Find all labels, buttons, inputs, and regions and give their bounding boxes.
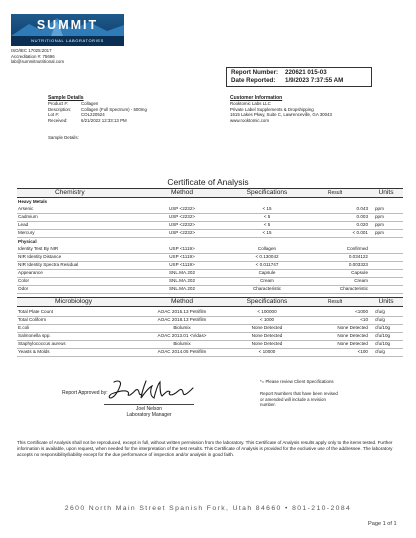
cell-result: Confirmed [346, 246, 368, 251]
sample-field-value: COL220524 [81, 112, 105, 118]
group-physical: Physical [18, 239, 37, 244]
report-number: 220621 015-03 [285, 69, 327, 76]
customer-address: 1615 Lakes Pkwy, Suite C, Lawrenceville, GA 30043 [230, 112, 332, 118]
approved-by-label: Report Approved by: [62, 390, 108, 396]
approver-title: Laboratory Manager [126, 412, 172, 418]
cell-result: < 0.001 [352, 230, 368, 235]
cell-spec: < 100000 [257, 309, 277, 314]
customer-info [230, 101, 405, 123]
cell-result: 0.034122 [348, 254, 368, 259]
cell-result: 0.020 [356, 222, 368, 227]
iso-standard: ISO/IEC 17025:2017 [11, 48, 52, 53]
cell-method: Biolumix [173, 341, 191, 346]
cell-analyte: Lead [18, 222, 29, 227]
cell-method: SNL.MA.202 [168, 286, 196, 291]
cell-result: None Detected [337, 341, 368, 346]
revision-note: Report Numbers that have been revised or amended will include a revision number. [260, 391, 338, 408]
cell-analyte: Mercury [18, 230, 35, 235]
cell-result: 0.003323 [348, 262, 368, 267]
cell-analyte: Total Plate Count [18, 309, 53, 314]
cell-method: AOAC 2013.01 <Vidas> [157, 333, 207, 338]
disclaimer-text: This Certificate of Analysis shall not be reproduced, except in full, without written permission from the laboratory. This Certificate of Analysis results apply only to the items tested. Further information is available, upon request, when needed for the interpretation of the test results. This Certificate of Analysis is provided for the exclusive use of the addressee. The laboratory accepts no responsibility/liability except for the due performance of inspection and/or analysis in good faith. [17, 440, 393, 457]
cell-spec: Capsule [258, 270, 276, 275]
customer-tagline: Private Label Supplements & Dropshipping [230, 106, 314, 112]
lab-email[interactable]: lab@summitnutritional.com [11, 59, 65, 65]
sample-details-label: Sample Details: [48, 135, 79, 140]
col-header-method: Method [171, 189, 193, 196]
cell-unit: cfu/g [375, 309, 385, 314]
cell-method: USP <2232> [168, 214, 196, 219]
table-row [17, 348, 403, 357]
col-header-specifications: Specifications [246, 189, 288, 196]
customer-name: Rooktomic Labs LLC [230, 101, 271, 106]
cell-result: <10 [360, 317, 368, 322]
cell-spec: Cream [260, 278, 274, 283]
sample-field-label: Lot #: [48, 112, 59, 118]
cell-spec: < 0.130042 [255, 254, 279, 259]
logo-subtitle: NUTRITIONAL LABORATORIES [11, 36, 124, 46]
cell-result: None Detected [337, 325, 368, 330]
signature-image [108, 378, 194, 404]
cell-analyte: Odor [18, 286, 29, 291]
cell-analyte: Cadmium [18, 214, 38, 219]
date-reported-label: Date Reported: [231, 77, 276, 84]
cell-analyte: NIR Identity Distance [18, 254, 62, 259]
report-info-box [226, 67, 372, 87]
cell-method: AOAC 2018.13 Petrifilm [157, 317, 207, 322]
logo-wordmark: SUMMIT [36, 18, 99, 32]
accreditation-number: Accreditation #: 75696 [11, 53, 55, 59]
client-spec-note: *= Please review Client Specifications [260, 379, 334, 384]
cell-method: USP <2232> [168, 206, 196, 211]
cell-method: SNL.MA.202 [168, 270, 196, 275]
cell-unit: cfu/10g [375, 341, 391, 346]
sample-field-value: 6/21/2022 12:33:13 PM [81, 117, 127, 123]
cell-unit: cfu/g [375, 349, 385, 354]
cell-unit: ppm [375, 222, 384, 227]
summit-logo [11, 14, 124, 46]
cell-analyte: Salmonella spp. [18, 333, 51, 338]
cell-spec: < 15 [262, 230, 272, 235]
col-header-specifications: Specifications [246, 298, 288, 305]
col-header-result: Result [327, 190, 343, 196]
cell-analyte: E.coli [18, 325, 30, 330]
sample-field-label: Description: [48, 106, 72, 112]
sample-details-heading: Sample Details [48, 95, 84, 101]
cell-spec: None Detected [251, 333, 283, 338]
cell-analyte: Total Coliform [18, 317, 47, 322]
cell-result: 0.043 [356, 206, 368, 211]
cell-result: Characteristic [339, 286, 368, 291]
sample-field-row [48, 118, 218, 124]
chemistry-header-row [17, 188, 403, 198]
table-row [17, 229, 403, 238]
footer-address: 2600 North Main Street Spanish Fork, Utah 84660 • 801-210-2084 [64, 505, 352, 512]
approver-name: Joel Nelson [135, 406, 163, 412]
cell-method: USP <1119> [169, 262, 195, 267]
sample-field-value: Collagen (Full Spectrum) - 500mg [81, 106, 147, 112]
col-header-units: Units [378, 189, 394, 196]
cell-spec: Characteristic [252, 286, 282, 291]
cell-unit: ppm [375, 230, 384, 235]
cell-spec: < 5 [263, 222, 271, 227]
cell-method: AOAC 2014.05 Petrifilm [157, 349, 207, 354]
cell-spec: None Detected [251, 341, 283, 346]
cell-method: USP <1119> [169, 254, 195, 259]
cell-result: 0.003 [356, 214, 368, 219]
coa-title: Certificate of Analysis [167, 177, 249, 187]
sample-fields [48, 101, 218, 123]
sample-field-value: Collagen [81, 101, 99, 106]
cell-spec: < 15 [262, 206, 272, 211]
cell-method: USP <1119> [169, 246, 195, 251]
col-header-method: Method [171, 298, 193, 305]
cell-analyte: Identity Test By NIR [18, 246, 59, 251]
page-number: Page 1 of 1 [368, 521, 397, 527]
col-header-units: Units [378, 298, 394, 305]
cell-spec: < 0.011747 [255, 262, 279, 267]
cell-result: <1000 [355, 309, 368, 314]
cell-unit: ppm [375, 206, 384, 211]
cell-analyte: Color [18, 278, 29, 283]
cell-analyte: Arsenic [18, 206, 34, 211]
cell-method: Biolumix [173, 325, 191, 330]
col-header-chemistry: Chemistry [55, 189, 85, 196]
date-reported: 1/9/2023 7:37:55 AM [285, 77, 344, 84]
cell-analyte: Yeasts & Molds [18, 349, 50, 354]
cell-spec: Collagen [257, 246, 277, 251]
accreditation-block [11, 48, 151, 65]
cell-unit: cfu/g [375, 317, 385, 322]
cell-analyte: NIR Identity Spectra Residual [18, 262, 79, 267]
cell-spec: < 1000 [259, 317, 275, 322]
col-header-result: Result [327, 299, 343, 305]
cell-spec: < 10000 [258, 349, 276, 354]
cell-spec: None Detected [251, 325, 283, 330]
table-row [17, 285, 403, 294]
cell-method: USP <2232> [168, 222, 196, 227]
cell-method: SNL.MA.202 [168, 278, 196, 283]
cell-unit: cfu/10g [375, 333, 391, 338]
signature-line [104, 404, 194, 405]
col-header-microbiology: Microbiology [55, 298, 93, 305]
cell-analyte: Appearance [18, 270, 43, 275]
customer-website[interactable]: www.rooktomic.com [230, 117, 270, 123]
cell-analyte: Staphylococcus aureus [18, 341, 66, 346]
chemistry-table [17, 188, 403, 364]
microbiology-header-row [17, 297, 403, 307]
cell-spec: < 5 [263, 214, 271, 219]
report-number-label: Report Number: [231, 69, 279, 76]
sample-field-label: Received: [48, 117, 68, 123]
cell-result: <100 [357, 349, 368, 354]
cell-method: USP <2232> [168, 230, 196, 235]
cell-result: Capsule [351, 270, 368, 275]
cell-unit: cfu/10g [375, 325, 391, 330]
customer-info-heading: Customer Information [230, 95, 283, 101]
sample-field-label: Product #: [48, 101, 69, 106]
group-heavy-metals: Heavy Metals [18, 199, 48, 204]
cell-result: Cream [354, 278, 368, 283]
cell-method: AOAC 2015.13 Petrifilm [157, 309, 207, 314]
cell-unit: ppm [375, 214, 384, 219]
cell-result: None Detected [337, 333, 368, 338]
